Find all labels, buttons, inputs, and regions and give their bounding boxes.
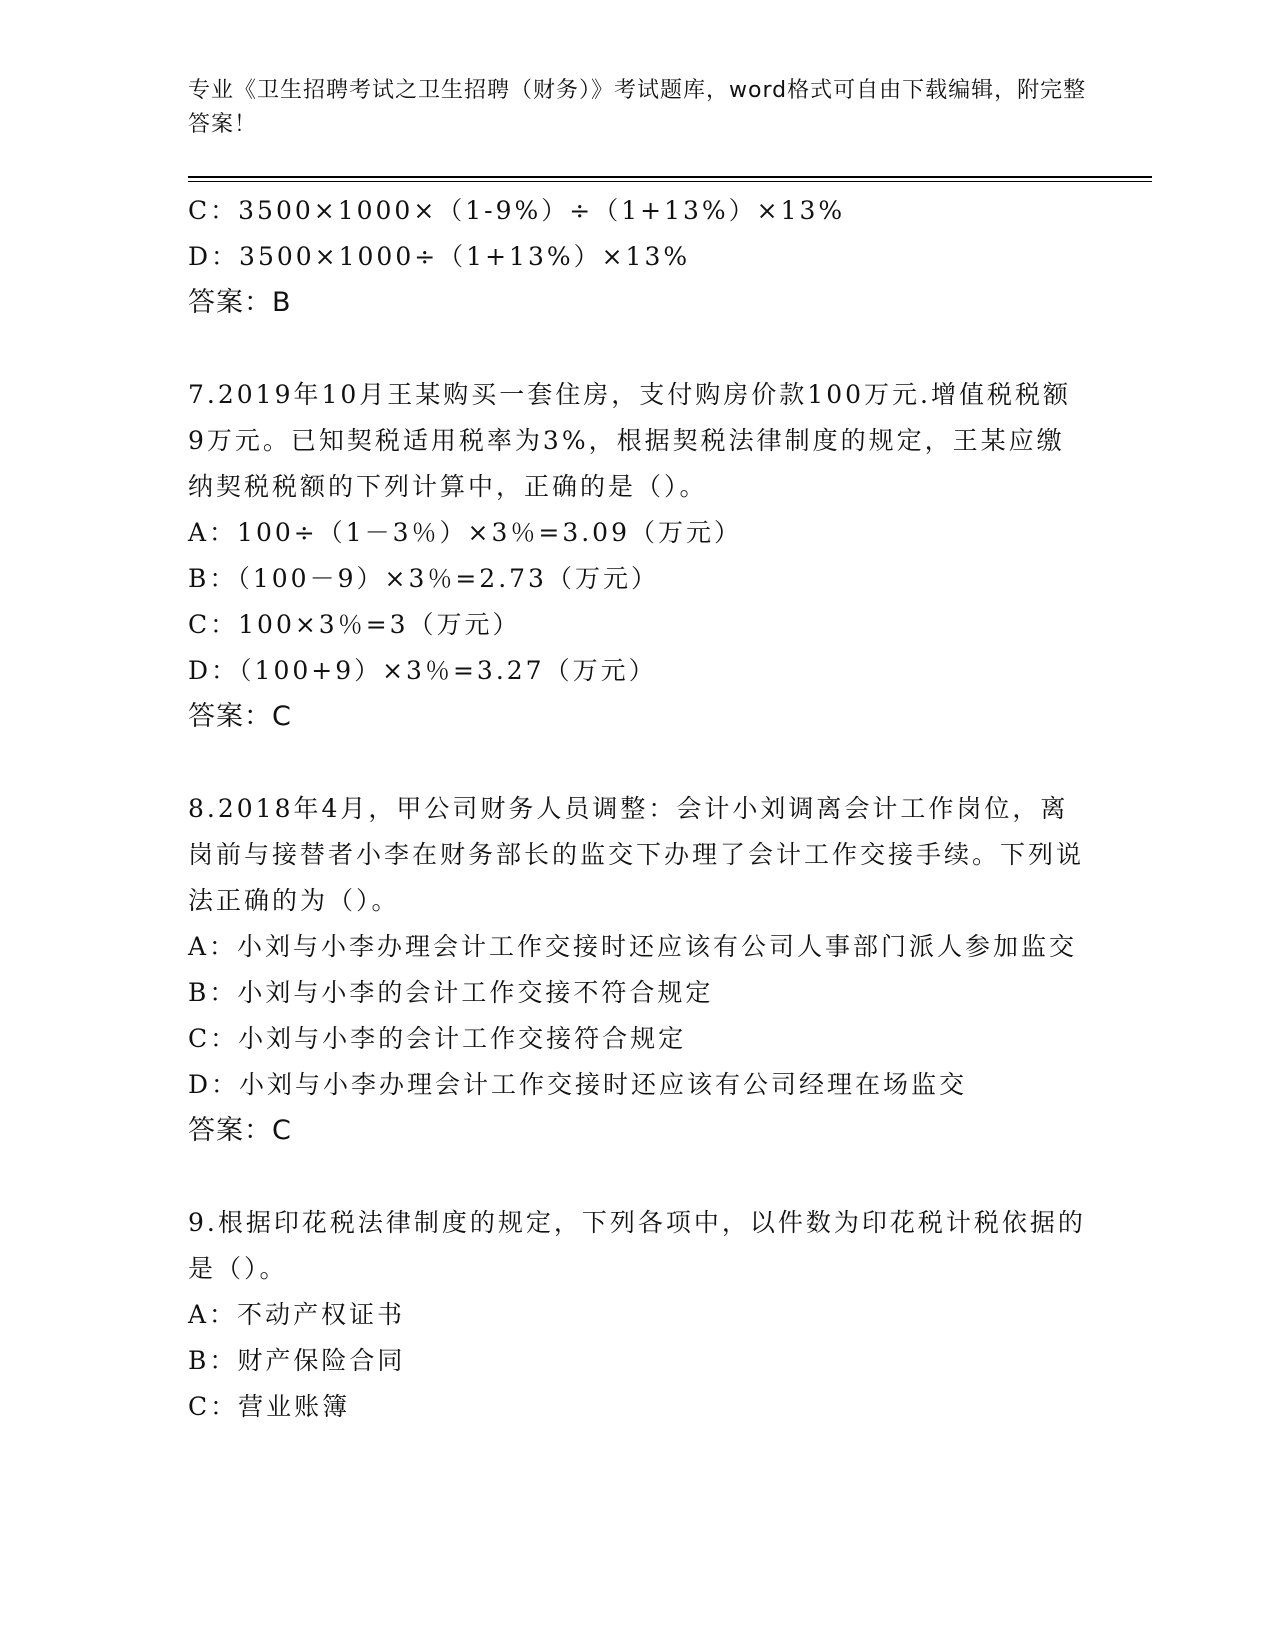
spacer <box>188 1154 1088 1200</box>
page-header: 专业《卫生招聘考试之卫生招聘（财务）》考试题库，word格式可自由下载编辑，附完整答案！ <box>188 78 1087 137</box>
q8-option-a: A：小刘与小李办理会计工作交接时还应该有公司人事部门派人参加监交 <box>188 932 1078 961</box>
q9-option-b: B：财产保险合同 <box>188 1346 406 1375</box>
q9-stem: 9.根据印花税法律制度的规定，下列各项中，以件数为印花税计税依据的是（）。 <box>188 1208 1086 1283</box>
spacer <box>188 740 1088 786</box>
q6-option-c: C：3500×1000×（1-9%）÷（1+13%）×13% <box>188 196 846 225</box>
header-divider-thin <box>188 181 1152 182</box>
q7-answer: 答案：C <box>188 701 292 732</box>
q7-option-c: C：100×3％=3（万元） <box>188 610 521 639</box>
spacer <box>188 326 1088 372</box>
q8-option-d: D：小刘与小李办理会计工作交接时还应该有公司经理在场监交 <box>188 1070 968 1099</box>
header-divider-thick <box>188 176 1152 178</box>
q6-option-d: D：3500×1000÷（1+13%）×13% <box>188 242 691 271</box>
q8-option-c: C：小刘与小李的会计工作交接符合规定 <box>188 1024 687 1053</box>
q6-answer: 答案：B <box>188 287 292 318</box>
q7-option-a: A：100÷（1－3％）×3％=3.09（万元） <box>188 518 742 547</box>
q7-stem: 7.2019年10月王某购买一套住房，支付购房价款100万元.增值税税额9万元。已知契税适用税率为3%，根据契税法律制度的规定，王某应缴纳契税税额的下列计算中，正确的是（）。 <box>188 380 1071 501</box>
q7-option-b: B：（100－9）×3％=2.73（万元） <box>188 564 659 593</box>
q9-option-a: A：不动产权证书 <box>188 1300 406 1329</box>
q7-option-d: D：（100+9）×3％=3.27（万元） <box>188 656 657 685</box>
question-content <box>188 188 1088 1430</box>
q8-answer: 答案：C <box>188 1115 292 1146</box>
q8-stem: 8.2018年4月，甲公司财务人员调整：会计小刘调离会计工作岗位，离岗前与接替者小李在财务部长的监交下办理了会计工作交接手续。下列说法正确的为（）。 <box>188 794 1085 915</box>
q8-option-b: B：小刘与小李的会计工作交接不符合规定 <box>188 978 714 1007</box>
q9-option-c: C：营业账簿 <box>188 1392 351 1421</box>
